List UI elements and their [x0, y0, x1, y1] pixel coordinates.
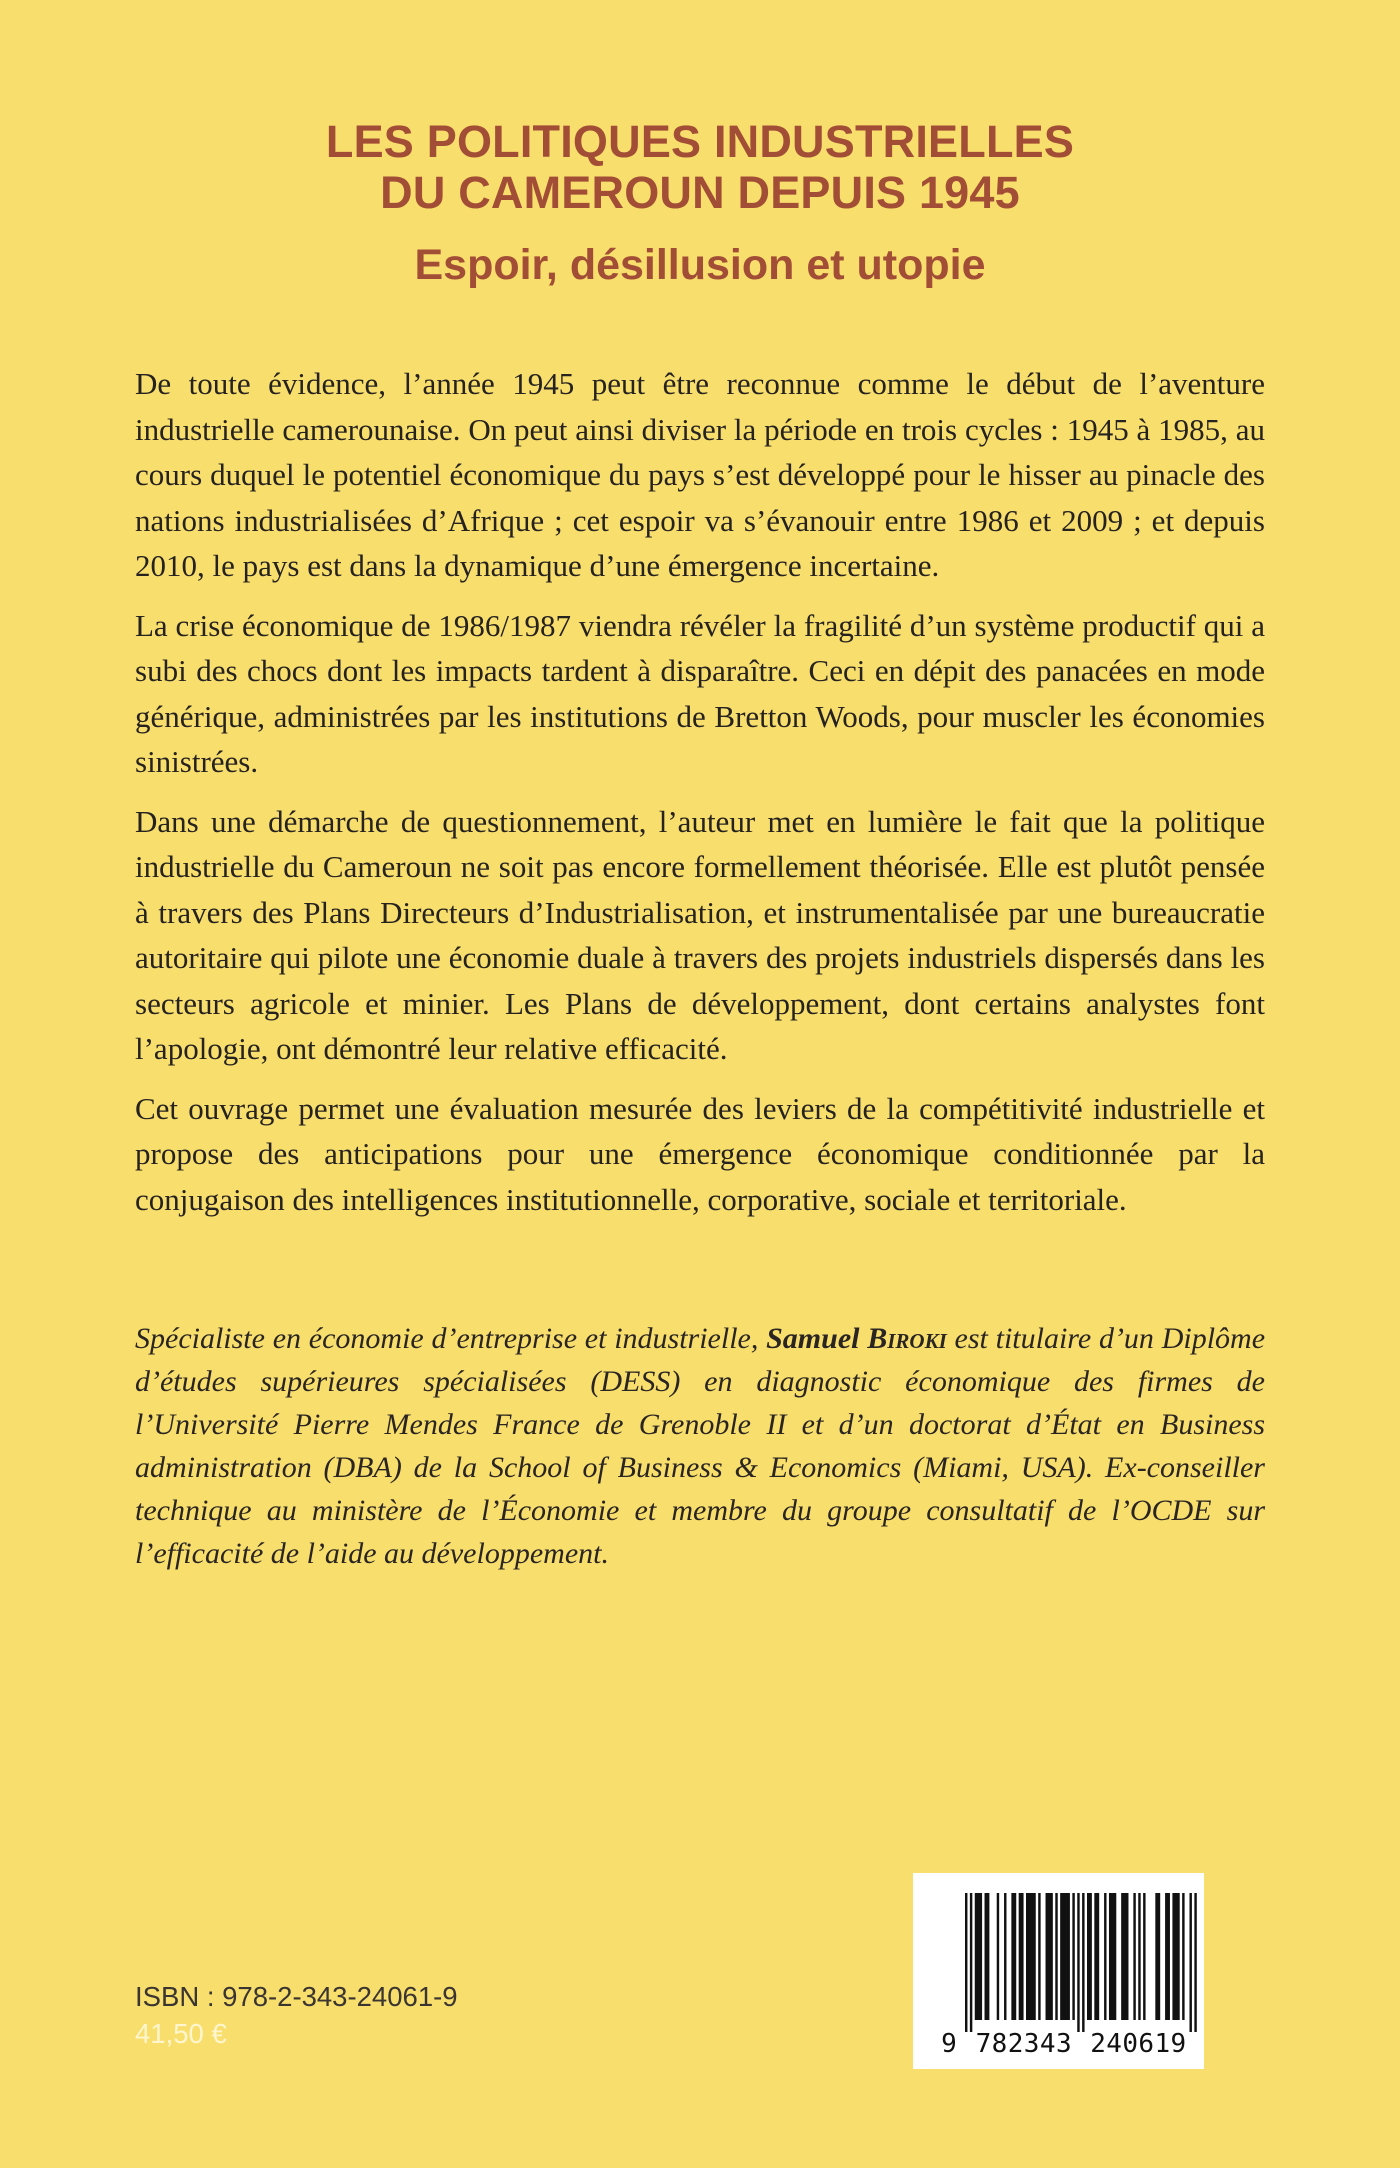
barcode-guard-bar [970, 1893, 972, 2032]
barcode-bar [1138, 1893, 1140, 2020]
barcode-bar [975, 1893, 982, 2020]
barcode-bar [1133, 1893, 1135, 2020]
title-block [0, 116, 1400, 291]
barcode [913, 1873, 1204, 2069]
barcode-bar [1060, 1893, 1070, 2020]
description-paragraph-3: Dans une démarche de questionnement, l’auteur met en lumière le fait que la politique industrielle du Cameroun ne soit pas encore formellement théorisée. Elle est plutôt pensée à travers des Plans Directeurs d’Industrialisation, et instrumentalisée par une bureaucratie autoritaire qui pilote une économie duale à travers des projets industriels dispersés dans les secteurs agricole et minier. Les Plans de développement, dont certains analystes font l’apologie, ont démontré leur relative efficacité. [135, 803, 1265, 1066]
barcode-bar [1004, 1893, 1006, 2020]
barcode-bar [1121, 1893, 1128, 2020]
author-first-name: Samuel [766, 1322, 860, 1355]
author-bio-details: est titulaire d’un Diplôme d’études supérieures spécialisées (DESS) en diagnostic économique des firmes de l’Université Pierre Mendes France de Grenoble II et d’un doctorat d’État en Business administration (DBA) de la School of Business & Economics (Miami, USA). Ex-conseiller technique au ministère de l’Économie et membre du groupe consultatif de l’OCDE sur l’efficacité de l’aide au développement. [135, 1322, 1266, 1570]
description-paragraph-4: Cet ouvrage permet une évaluation mesurée des leviers de la compétitivité industrielle et propose des anticipations pour une émergence économique conditionnée par la conjugaison des intelligences institutionnelle, corporative, sociale et territoriale. [135, 1090, 1265, 1217]
barcode-bar [1182, 1893, 1184, 2020]
barcode-bar [1055, 1893, 1057, 2020]
barcode-bar [1104, 1893, 1106, 2020]
barcode-guard-bar [1077, 1893, 1079, 2032]
price-text: 41,50 € [135, 2018, 227, 2049]
barcode-bar [1109, 1893, 1116, 2020]
barcode-bar [1072, 1893, 1074, 2020]
description-paragraph-1: De toute évidence, l’année 1945 peut être reconnue comme le début de l’aventure industrielle camerounaise. On peut ainsi diviser la période en trois cycles : 1945 à 1985, au cours duquel le potentiel économique du pays s’est développé pour le hisser au pinacle des nations industrialisées d’Afrique ; cet espoir va s’évanouir entre 1986 et 2009 ; et depuis 2010, le pays est dans la dynamique d’une émergence incertaine. [135, 366, 1265, 583]
isbn-text: ISBN : 978-2-343-24061-9 [135, 1981, 458, 2012]
barcode-bar [1038, 1893, 1040, 2020]
barcode-bar [1011, 1893, 1016, 2020]
barcode-guard-bar [965, 1893, 967, 2032]
barcode-bar [997, 1893, 999, 2020]
author-bio [135, 1317, 1265, 1575]
author-bio-intro: Spécialiste en économie d’entreprise et industrielle, [135, 1322, 767, 1355]
barcode-guard-bar [1189, 1893, 1191, 2032]
book-title [0, 116, 1400, 218]
barcode-guard-bar [1082, 1893, 1084, 2032]
barcode-bars [965, 1893, 1197, 2032]
barcode-box [913, 1873, 1204, 2069]
book-subtitle: Espoir, désillusion et utopie [414, 241, 986, 289]
barcode-bar [1172, 1893, 1179, 2020]
barcode-digit-prefix: 9 [941, 2029, 957, 2059]
description-paragraph-2: La crise économique de 1986/1987 viendra révéler la fragilité d’un système productif qui a subi des chocs dont les impacts tardent à disparaître. Ceci en dépit des panacées en mode générique, administrées par les institutions de Bretton Woods, pour muscler les économies sinistrées. [135, 607, 1265, 779]
barcode-digits-left: 782343 [975, 2029, 1072, 2059]
title-line-2: DU CAMEROUN DEPUIS 1945 [380, 167, 1020, 218]
barcode-guard-bar [1194, 1893, 1196, 2032]
author-name [766, 1322, 947, 1355]
barcode-bar [1165, 1893, 1170, 2020]
barcode-bar [1026, 1893, 1036, 2020]
barcode-bar [1019, 1893, 1024, 2020]
book-description [135, 361, 1265, 1222]
barcode-bar [1143, 1893, 1145, 2020]
barcode-bar [1155, 1893, 1160, 2020]
barcode-bar [985, 1893, 990, 2020]
barcode-bar [1094, 1893, 1099, 2020]
text-column [135, 361, 1265, 1575]
barcode-digits-right: 240619 [1090, 2029, 1187, 2059]
title-line-1: LES POLITIQUES INDUSTRIELLES [325, 116, 1075, 167]
barcode-bar [1046, 1893, 1053, 2020]
barcode-bar [1087, 1893, 1092, 2020]
author-last-name: Biroki [867, 1322, 947, 1355]
